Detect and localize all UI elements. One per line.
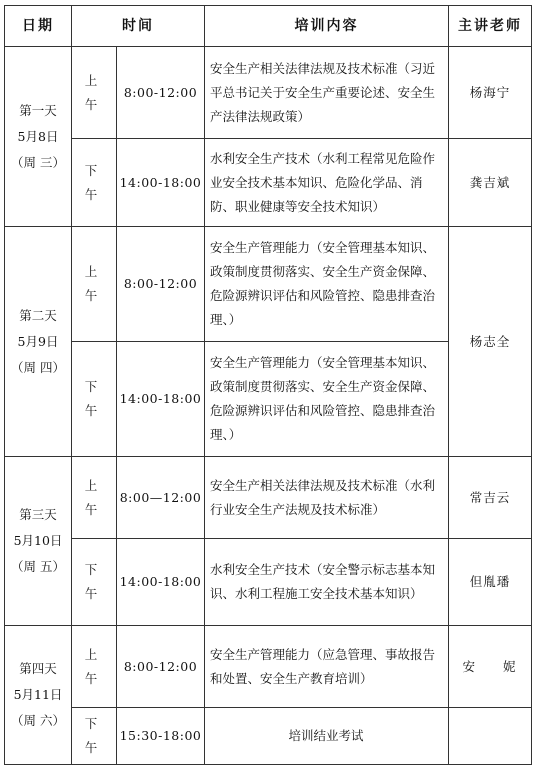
- session-teacher: 常吉云: [449, 457, 532, 539]
- day-date: 5月10日: [13, 533, 63, 548]
- session-content: 安全生产管理能力（安全管理基本知识、政策制度贯彻落实、安全生产资金保障、危险源辨识评估和风险管控、隐患排查治理、）: [205, 342, 449, 457]
- session-content: 安全生产相关法律法规及技术标准（习近平总书记关于安全生产重要论述、安全生产法律法规政策）: [205, 47, 449, 139]
- session-content: 安全生产管理能力（安全管理基本知识、政策制度贯彻落实、安全生产资金保障、危险源辨识评估和风险管控、隐患排查治理、）: [205, 227, 449, 342]
- session-period: 下 午: [72, 342, 117, 457]
- day-ordinal: 第三天: [19, 507, 57, 522]
- day-cell: [5, 457, 72, 626]
- session-period: 下 午: [72, 539, 117, 626]
- session-period: 上 午: [72, 227, 117, 342]
- session-teacher: [449, 708, 532, 765]
- day-ordinal: 第一天: [19, 102, 57, 118]
- session-time: 15:30-18:00: [117, 708, 205, 765]
- session-period: 下 午: [72, 708, 117, 765]
- session-time: 8:00-12:00: [117, 227, 205, 342]
- session-content: 培训结业考试: [205, 708, 449, 765]
- session-period: 上 午: [72, 457, 117, 539]
- table-row: [5, 227, 532, 342]
- header-content: 培训内容: [205, 6, 449, 47]
- session-teacher: 安 妮: [449, 626, 532, 708]
- session-time: 8:00-12:00: [117, 47, 205, 139]
- session-content: 安全生产相关法律法规及技术标准（水利行业安全生产法规及技术标准）: [205, 457, 449, 539]
- session-period: 下 午: [72, 139, 117, 227]
- day-date: 5月9日: [17, 333, 59, 349]
- table-row: [5, 139, 532, 227]
- header-date: 日期: [5, 6, 72, 47]
- day-weekday: （周 三）: [11, 154, 65, 170]
- session-time: 14:00-18:00: [117, 342, 205, 457]
- header-teacher: 主讲老师: [449, 6, 532, 47]
- session-time: 8:00-12:00: [117, 626, 205, 708]
- session-content: 水利安全生产技术（水利工程常见危险作业安全技术基本知识、危险化学品、消防、职业健康等安全技术知识）: [205, 139, 449, 227]
- day-weekday: （周 四）: [11, 359, 65, 375]
- session-teacher: 杨志全: [449, 227, 532, 457]
- table-row: [5, 47, 532, 139]
- day-date: 5月11日: [13, 687, 63, 702]
- session-time: 14:00-18:00: [117, 139, 205, 227]
- day-ordinal: 第二天: [19, 307, 57, 323]
- day-cell: [5, 47, 72, 227]
- session-period: 上 午: [72, 626, 117, 708]
- header-time: 时间: [72, 6, 205, 47]
- session-teacher: 但胤璠: [449, 539, 532, 626]
- session-teacher: 龚吉斌: [449, 139, 532, 227]
- session-time: 8:00—12:00: [117, 457, 205, 539]
- session-time: 14:00-18:00: [117, 539, 205, 626]
- day-cell: [5, 227, 72, 457]
- day-date: 5月8日: [17, 128, 59, 144]
- training-schedule-table: [4, 5, 532, 765]
- session-content: 水利安全生产技术（安全警示标志基本知识、水利工程施工安全技术基本知识）: [205, 539, 449, 626]
- table-row: [5, 708, 532, 765]
- session-content: 安全生产管理能力（应急管理、事故报告和处置、安全生产教育培训）: [205, 626, 449, 708]
- day-weekday: （周 六）: [11, 713, 65, 728]
- table-header-row: [5, 6, 532, 47]
- table-row: [5, 539, 532, 626]
- table-row: [5, 457, 532, 539]
- day-cell: [5, 626, 72, 765]
- table-row: [5, 626, 532, 708]
- session-period: 上 午: [72, 47, 117, 139]
- session-teacher: 杨海宁: [449, 47, 532, 139]
- day-weekday: （周 五）: [11, 559, 65, 574]
- day-ordinal: 第四天: [19, 661, 57, 676]
